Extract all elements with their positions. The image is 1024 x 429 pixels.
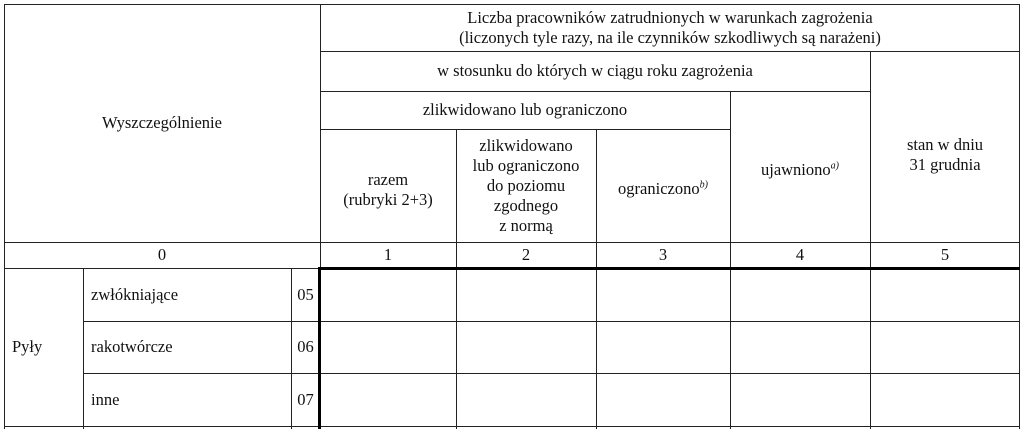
data-cell-07-2[interactable]	[457, 374, 596, 426]
header-col5-line1: stan w dniu	[906, 134, 984, 154]
header-col2-line4: zgodnego	[493, 195, 559, 215]
colnum-5: 5	[940, 245, 950, 264]
header-liquidated-label: zlikwidowano lub ograniczono	[422, 100, 628, 119]
header-col2-line2: lub ograniczono	[472, 155, 580, 175]
colnum-0: 0	[157, 245, 167, 264]
header-col2	[456, 129, 596, 242]
group-label-pyly: Pyły	[12, 337, 43, 356]
row-label: inne	[91, 389, 120, 409]
header-relation-label: w stosunku do których w ciągu roku zagrożenia	[437, 61, 753, 80]
colnum-3: 3	[658, 245, 668, 264]
row-code: 07	[297, 389, 314, 409]
data-cell-05-5[interactable]	[871, 270, 1019, 321]
header-col0-label: Wyszczególnienie	[102, 113, 222, 132]
header-main-line1: Liczba pracowników zatrudnionych w warunkach zagrożenia	[467, 7, 873, 27]
header-col3-label: ograniczono	[618, 178, 700, 198]
header-relation	[320, 51, 870, 91]
data-cell-07-4[interactable]	[731, 374, 870, 426]
data-cell-07-5[interactable]	[871, 374, 1019, 426]
colnum-2: 2	[521, 245, 531, 264]
colnum-4: 4	[795, 245, 805, 264]
data-cell-06-2[interactable]	[457, 322, 596, 373]
header-col2-line1: zlikwidowano	[479, 135, 573, 155]
header-main	[320, 4, 1020, 51]
header-col4	[730, 91, 870, 242]
data-cell-06-3[interactable]	[597, 322, 730, 373]
row-code: 06	[297, 337, 314, 356]
data-cell-05-1[interactable]	[321, 270, 456, 321]
header-col1-line2: (rubryki 2+3)	[343, 189, 433, 209]
data-cell-05-2[interactable]	[457, 270, 596, 321]
row-code: 05	[297, 284, 314, 304]
header-col4-label: ujawniono	[760, 159, 831, 179]
header-col5-line2: 31 grudnia	[909, 154, 981, 174]
header-col3	[596, 129, 730, 242]
data-cell-05-4[interactable]	[731, 270, 870, 321]
row-label: rakotwórcze	[91, 337, 173, 356]
header-liquidated	[320, 91, 730, 129]
data-cell-06-5[interactable]	[871, 322, 1019, 373]
data-cell-07-3[interactable]	[597, 374, 730, 426]
header-main-line2: (liczonych tyle razy, na ile czynników szkodliwych są narażeni)	[459, 27, 881, 47]
colnum-1: 1	[383, 245, 393, 264]
header-col3-footnote: b)	[699, 179, 708, 190]
header-col5	[870, 51, 1020, 242]
data-cell-06-4[interactable]	[731, 322, 870, 373]
data-cell-05-3[interactable]	[597, 270, 730, 321]
row-label: zwłókniające	[91, 284, 179, 304]
header-col4-footnote: a)	[830, 160, 839, 171]
header-col2-line5: z normą	[499, 215, 553, 235]
data-cell-06-1[interactable]	[321, 322, 456, 373]
header-wyszczegolnienie	[4, 4, 320, 242]
header-col1-line1: razem	[367, 169, 409, 189]
header-col2-line3: do poziomu	[486, 175, 566, 195]
data-cell-07-1[interactable]	[321, 374, 456, 426]
header-col1	[320, 129, 456, 242]
